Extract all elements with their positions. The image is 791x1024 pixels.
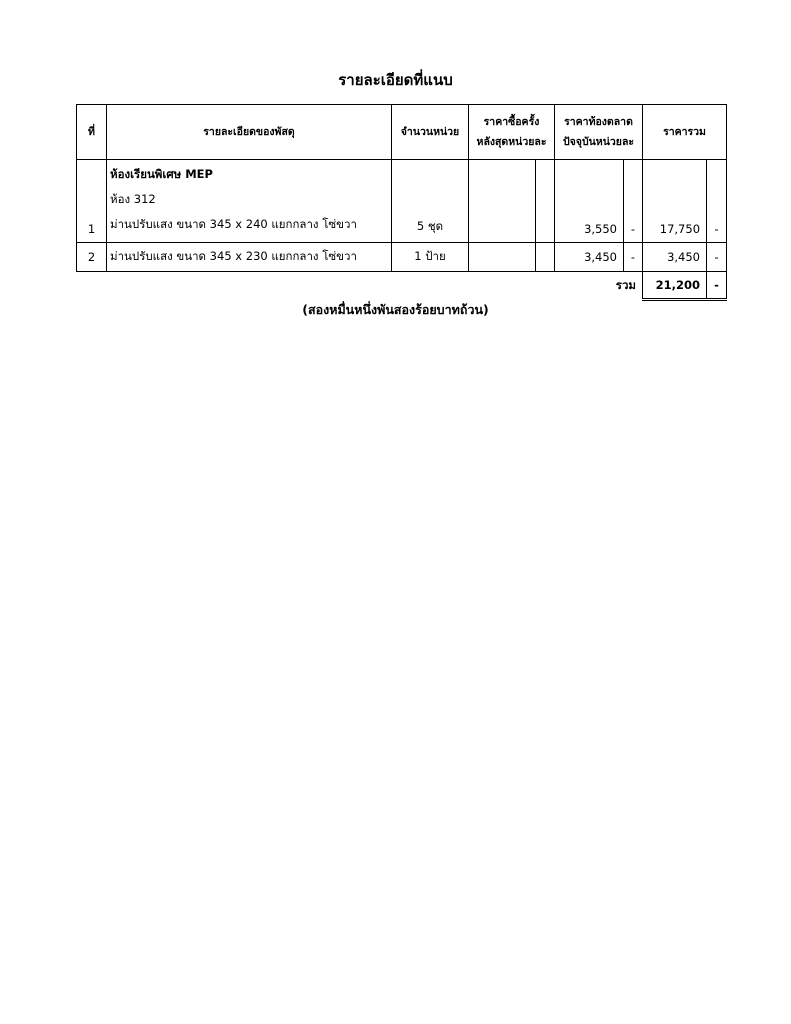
header-description: รายละเอียดของพัสดุ: [107, 105, 392, 160]
room-label: ห้อง 312: [110, 192, 156, 206]
row-description: ม่านปรับแสง ขนาด 345 x 230 แยกกลาง โซ่ขวา: [107, 243, 392, 272]
header-market-price-line1: ราคาท้องตลาด: [564, 116, 633, 128]
row-total: 17,750: [643, 160, 707, 243]
items-table: [76, 104, 727, 301]
row-no: 2: [77, 243, 107, 272]
table-row: [77, 243, 727, 272]
row-last-price-dec: [536, 160, 555, 243]
row-unit-price: 3,450: [555, 243, 624, 272]
header-total: ราคารวม: [643, 105, 727, 160]
row-description: ม่านปรับแสง ขนาด 345 x 240 แยกกลาง โซ่ขวา: [110, 217, 357, 231]
header-no: ที่: [77, 105, 107, 160]
row-unit-price: 3,550: [555, 160, 624, 243]
row-last-price: [469, 243, 536, 272]
header-last-price-line1: ราคาซื้อครั้ง: [483, 116, 540, 128]
row-unit-price-dec: -: [624, 243, 643, 272]
row-quantity: 1 ป้าย: [392, 243, 469, 272]
header-row: [77, 105, 727, 160]
header-last-price-line2: หลังสุดหน่วยละ: [476, 136, 547, 148]
sum-label: รวม: [77, 272, 643, 300]
row-unit-price-dec: -: [624, 160, 643, 243]
sum-dec: -: [707, 272, 727, 300]
sum-value: 21,200: [643, 272, 707, 300]
sum-row: [77, 272, 727, 300]
row-total-dec: -: [707, 243, 727, 272]
row-description-cell: [107, 160, 392, 243]
header-last-price: [469, 105, 555, 160]
amount-in-words: (สองหมื่นหนึ่งพันสองร้อยบาทถ้วน): [302, 302, 489, 317]
row-last-price-dec: [536, 243, 555, 272]
row-total-dec: -: [707, 160, 727, 243]
row-last-price: [469, 160, 536, 243]
row-no: 1: [77, 160, 107, 243]
header-quantity: จำนวนหน่วย: [392, 105, 469, 160]
row-quantity: 5 ชุด: [392, 160, 469, 243]
row-total: 3,450: [643, 243, 707, 272]
table-row: [77, 160, 727, 243]
group-title: ห้องเรียนพิเศษ MEP: [110, 167, 213, 181]
document-title: รายละเอียดที่แนบ: [338, 71, 453, 89]
header-market-price: [555, 105, 643, 160]
header-market-price-line2: ปัจจุบันหน่วยละ: [562, 136, 635, 148]
